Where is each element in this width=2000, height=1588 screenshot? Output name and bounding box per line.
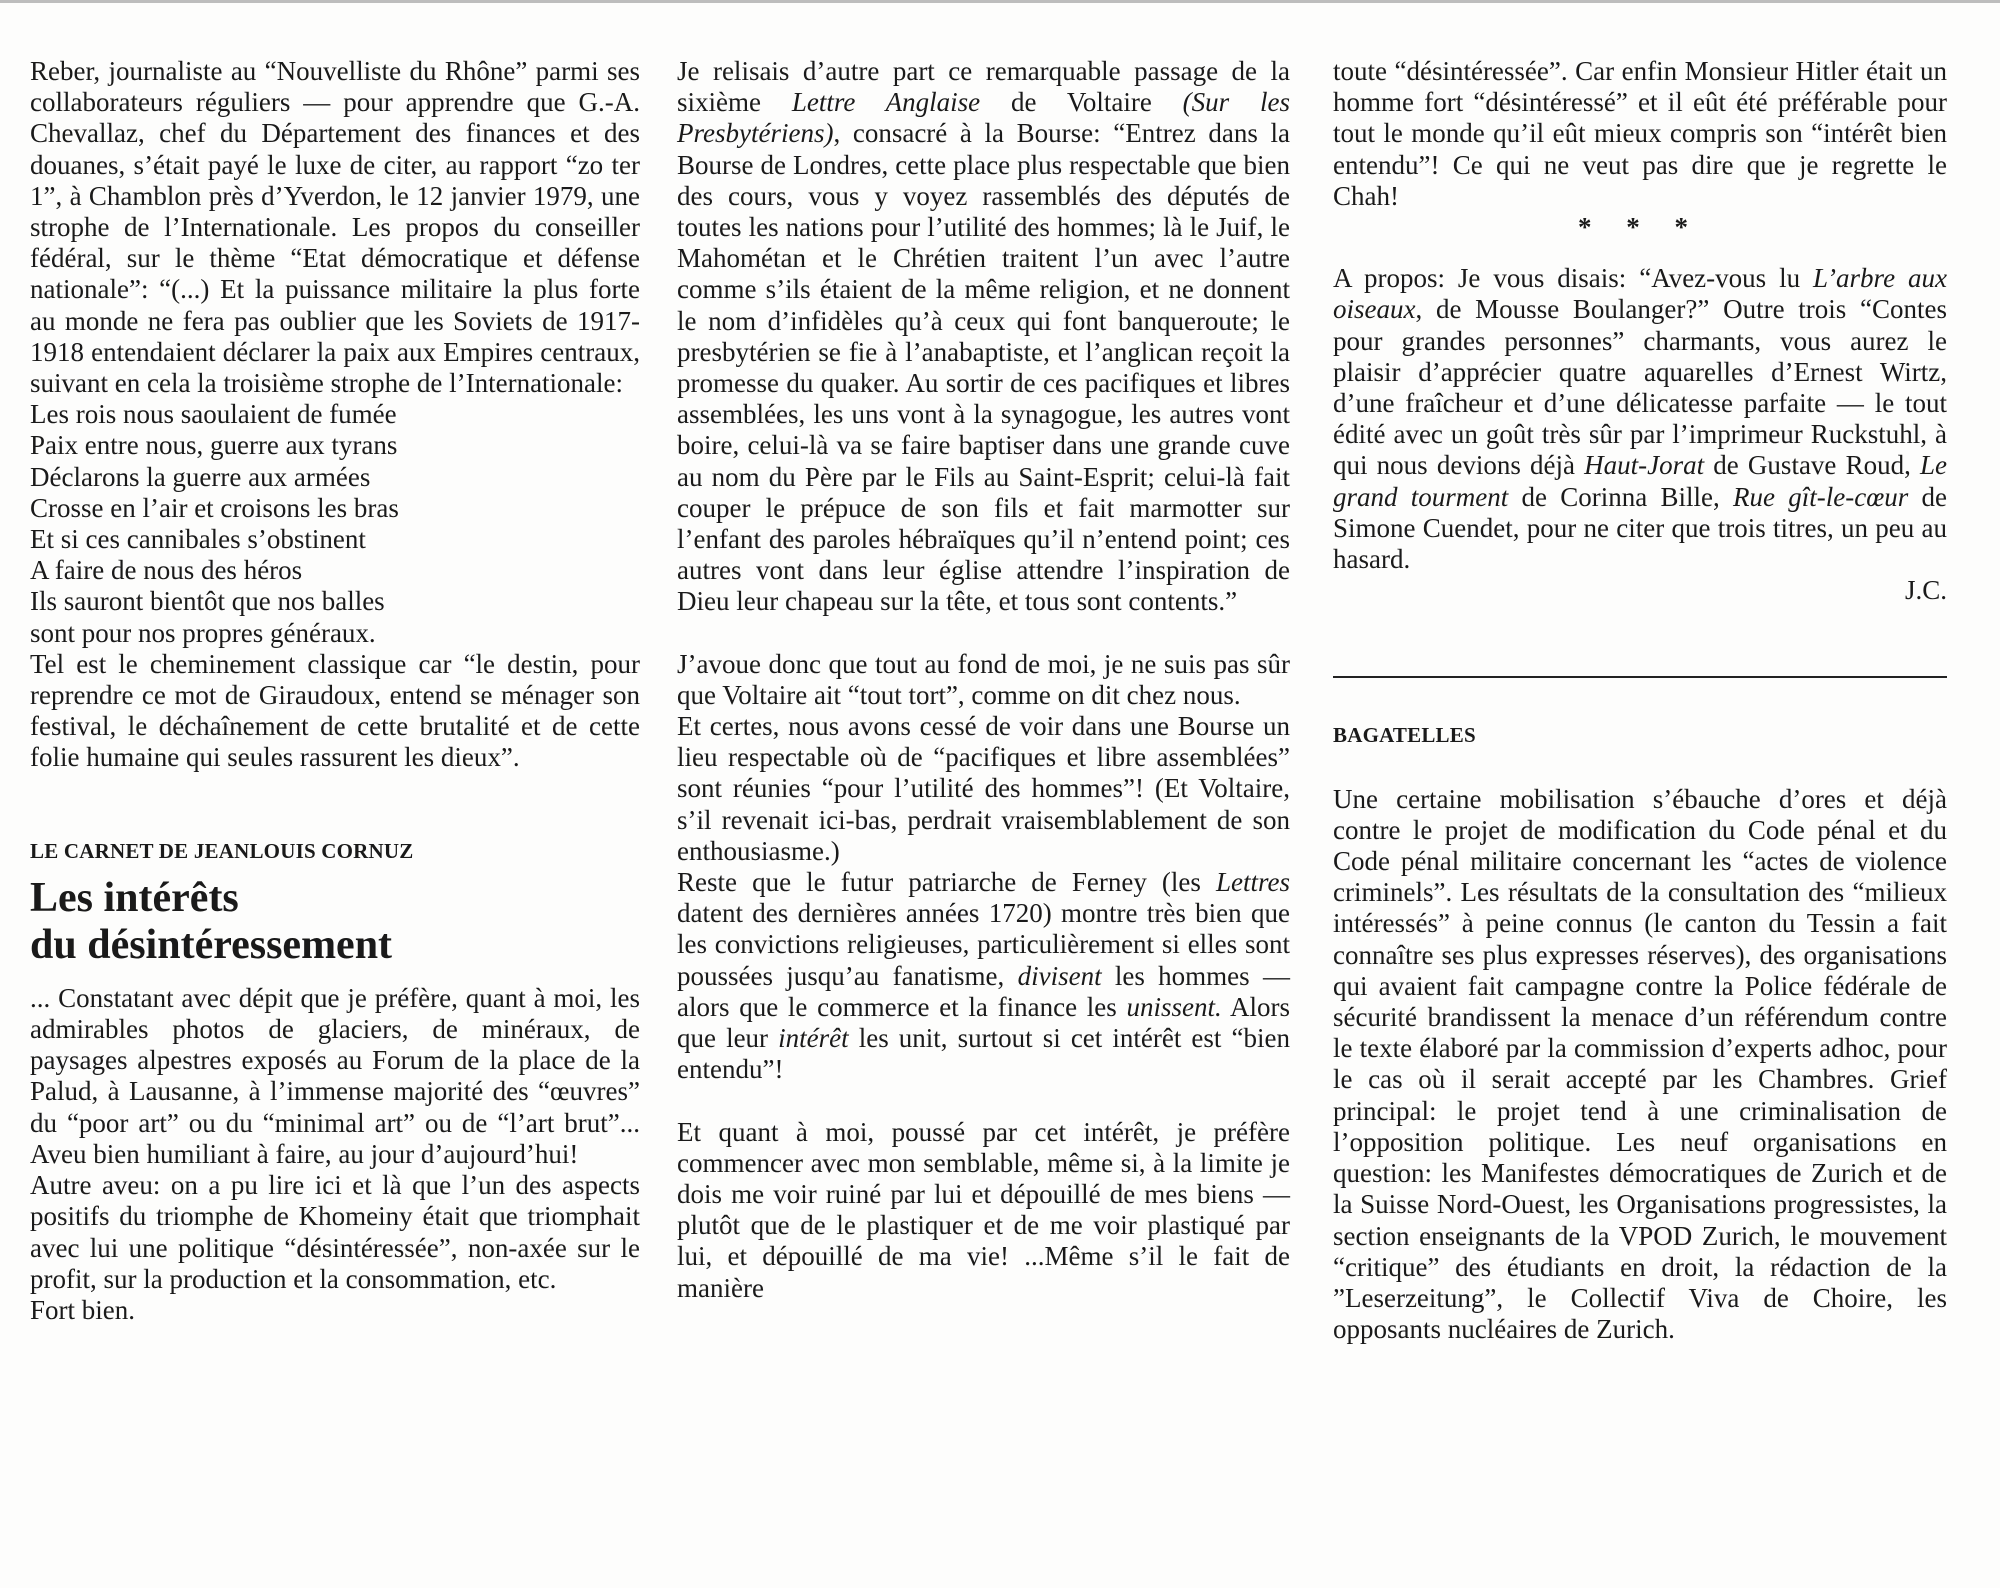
column-1 — [30, 56, 640, 1326]
section-kicker: BAGATELLES — [1333, 723, 1476, 748]
bagatelles-paragraph: Une certaine mobilisation s’ébauche d’ores et déjà contre le projet de modification du Code pénal et du Code pénal militaire concernant les “actes de violence criminels”. Les résultats de la consultation des “milieux intéressés” à peine connus (le canton du Tessin a fait connaître ses plus expresses réserves), des organisations qui avaient fait campagne contre la Police fédérale de sécurité brandissent la menace d’un référendum contre le texte élaboré par la commission d’experts adhoc, pour le cas où il serait accepté par les Chambres. Grief principal: le projet tend à une criminalisation de l’opposition politique. Les neuf organisations en question: les Manifestes démocratiques de Zurich et de la Suisse Nord-Ouest, les Organisations progressistes, la section enseignants de la VPOD Zurich, le mouvement “critique” des étudiants en droit, la rédaction de la ”Leserzeitung”, le Collectif Viva de Choire, les opposants nucléaires de Zurich. — [1333, 783, 1947, 1345]
italic-word: divisent — [1017, 960, 1102, 991]
italic-title: Le grand tourment — [1333, 450, 1947, 512]
article-headline-line-2: du désintéressement — [30, 921, 393, 968]
italic-word: unissent. — [1126, 991, 1222, 1022]
italic-word: Lettres — [1216, 867, 1290, 898]
poem-line: Ils sauront bientôt que nos balles — [30, 586, 385, 617]
article-paragraph — [1333, 263, 1947, 575]
intro-paragraph: Reber, journaliste au “Nouvelliste du Rhône” parmi ses collaborateurs réguliers — pour apprendre que G.-A. Chevallaz, chef du Département des finances et des douanes, s’était payé le luxe de citer, au rapport “zo ter 1”, à Chamblon près d’Yverdon, le 12 janvier 1979, une strophe de l’Internationale. Les propos du conseiller fédéral, sur le thème “Etat démocratique et défense nationale”: “(...) Et la puissance militaire la plus forte au monde ne fera pas oublier que les Soviets de 1917-1918 entendaient déclarer la paix aux Empires centraux, suivant en cela la troisième strophe de l’Internationale: — [30, 56, 640, 399]
text-run: datent des dernières années 1720) montre très bien que les convictions religieuses, particulièrement si elles sont poussées jusqu’au fanatisme, — [677, 898, 1290, 991]
poem-line: Paix entre nous, guerre aux tyrans — [30, 430, 398, 461]
article-paragraph: J’avoue donc que tout au fond de moi, je ne suis pas sûr que Voltaire ait “tout tort”, comme on dit chez nous. — [677, 648, 1290, 710]
column-3 — [1333, 56, 1947, 1345]
after-poem-paragraph: Tel est le cheminement classique car “le destin, pour reprendre ce mot de Giraudoux, entend se ménager son festival, le déchaînement de cette brutalité et de cette folie humaine qui seules rassurent les dieux”. — [30, 648, 640, 773]
text-run: de Simone Cuendet, pour ne citer que trois titres, un peu au hasard. — [1333, 481, 1948, 575]
article-kicker: LE CARNET DE JEANLOUIS CORNUZ — [30, 838, 414, 863]
italic-title: Lettre Anglaise — [791, 87, 981, 118]
poem-line: Et si ces cannibales s’obstinent — [30, 524, 366, 555]
poem-line: sont pour nos propres généraux. — [30, 617, 376, 648]
text-run: les unit, surtout si cet intérêt est “bien entendu”! — [677, 1023, 1290, 1085]
column-2 — [677, 56, 1290, 1304]
text-run: Reste que le futur patriarche de Ferney (les — [677, 867, 1216, 898]
italic-title: Rue gît-le-cœur — [1733, 481, 1909, 512]
poem-line: Les rois nous saoulaient de fumée — [30, 399, 397, 430]
article-paragraph: Fort bien. — [30, 1294, 135, 1325]
voltaire-quote-paragraph — [677, 56, 1290, 618]
text-run: Alors que leur — [677, 991, 1290, 1054]
text-run: , consacré à la Bourse: “Entrez dans la Bourse de Londres, cette place plus respectable que bien des cours, vous y voyez rassemblés des députés de toutes les nations pour l’utilité des hommes; là le Juif, le Mahométan et le Chrétien traitent l’un avec l’autre comme s’ils étaient de la même religion, et ne donnent le nom d’infidèles qu’à ceux qui font banqueroute; le presbytérien se fie à l’anabaptiste, et l’anglican reçoit la promesse du quaker. Au sortir de ces pacifiques et libres assemblées, les uns vont à la synagogue, les autres vont boire, celui-là va se faire baptiser dans une grande cuve au nom du Père par le Fils au Saint-Esprit; celui-là fait couper le prépuce de son fils et fait marmotter sur l’enfant des paroles hébraïques qu’il n’entend point; ces autres vont dans leur église attendre l’inspiration de Dieu leur chapeau sur la tête, et tous sont contents.” — [677, 118, 1290, 617]
text-run: Je relisais d’autre part ce remarquable passage de la sixième — [677, 56, 1290, 118]
text-run: les hommes — alors que le commerce et la finance les — [677, 960, 1290, 1022]
italic-title: L’arbre aux oiseaux — [1333, 263, 1947, 325]
top-border-rule — [0, 0, 2000, 3]
poem-line: Crosse en l’air et croisons les bras — [30, 492, 399, 523]
author-signature: J.C. — [1904, 575, 1947, 606]
italic-title: (Sur les Presbytériens) — [677, 87, 1291, 149]
text-run: de Gustave Roud, — [1704, 450, 1920, 481]
text-run: A propos: Je vous disais: “Avez-vous lu — [1333, 263, 1814, 294]
article-headline-line-1: Les intérêts — [30, 874, 239, 921]
article-paragraph: Autre aveu: on a pu lire ici et là que l’un des aspects positifs du triomphe de Khomeiny était que triomphait avec lui une politique “désintéressée”, non-axée sur le profit, sur la production et la consommation, etc. — [30, 1170, 640, 1294]
italic-word: intérêt — [778, 1023, 849, 1054]
article-paragraph: Et certes, nous avons cessé de voir dans une Bourse un lieu respectable où de “pacifiques et libre assemblées” sont réunies “pour l’utilité des hommes”! (Et Voltaire, s’il revenait ici-bas, perdrait vraisemblablement de son enthousiasme.) — [677, 711, 1290, 866]
poem-line: A faire de nous des héros — [30, 555, 303, 586]
italic-title: Haut-Jorat — [1584, 450, 1705, 481]
text-run: de Corinna Bille, — [1508, 481, 1734, 512]
text-run: , de Mousse Boulanger?” Outre trois “Contes pour grandes personnes” charmants, vous aurez le plaisir d’apprécier quatre aquarelles d’Ernest Wirtz, d’une fraîcheur et d’une délicatesse parfaite — le tout édité avec un goût très sûr par l’imprimeur Ruckstuhl, à qui nous devions déjà — [1333, 294, 1947, 481]
article-paragraph — [677, 867, 1290, 1085]
text-run: de Voltaire — [980, 87, 1183, 118]
article-paragraph: toute “désintéressée”. Car enfin Monsieur Hitler était un homme fort “désintéressé” et il eût été préférable pour tout le monde qu’il eût mieux compris son “intérêt bien entendu”! Ce qui ne veut pas dire que je regrette le Chah! — [1333, 56, 1947, 211]
article-paragraph: ... Constatant avec dépit que je préfère, quant à moi, les admirables photos de glaciers, de minéraux, de paysages alpestres exposés au Forum de la place de la Palud, à Lausanne, à l’immense majorité des “œuvres” du “poor art” ou du “minimal art” ou de “l’art brut”... Aveu bien humiliant à faire, au jour d’aujourd’hui! — [30, 982, 640, 1169]
article-paragraph: Et quant à moi, poussé par cet intérêt, je préfère commencer avec mon semblable, même si, à la limite je dois me voir ruiné par lui et dépouillé de mes biens — plutôt que de le plastiquer et de me voir plastiqué par lui, et dépouillé de ma vie! ...Même s’il le fait de manière — [677, 1116, 1290, 1303]
poem-line: Déclarons la guerre aux armées — [30, 461, 371, 492]
section-separator-stars: * * * — [1578, 212, 1702, 243]
